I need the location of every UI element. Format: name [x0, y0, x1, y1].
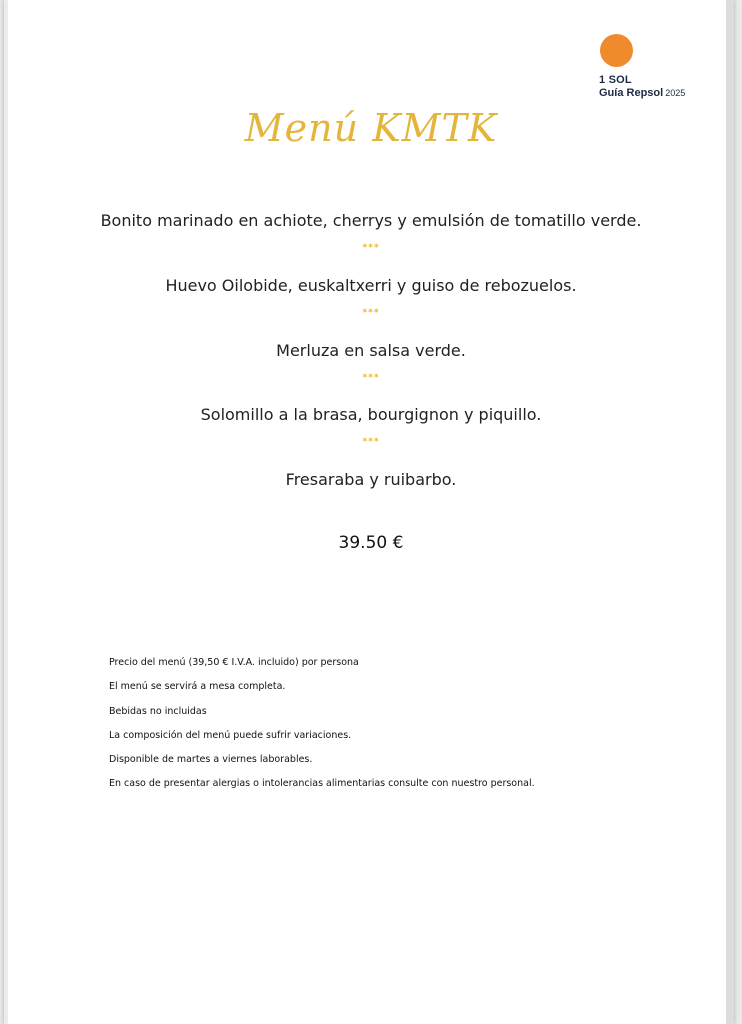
- dish-2: Huevo Oilobide, euskaltxerri y guiso de rebozuelos.: [165, 276, 577, 295]
- dish-5: Fresaraba y ruibarbo.: [285, 470, 457, 489]
- sun-icon: [600, 34, 633, 67]
- menu-price: 39.50 €: [338, 533, 404, 553]
- badge-year: 2025: [665, 88, 686, 98]
- page-left-edge: [4, 0, 8, 1024]
- note-variations: La composición del menú puede sufrir variaciones.: [109, 729, 352, 741]
- page-right-edge: [726, 0, 734, 1024]
- note-availability: Disponible de martes a viernes laborables.: [109, 754, 313, 766]
- dish-4: Solomillo a la brasa, bourgignon y piquillo.: [200, 405, 542, 424]
- note-price: Precio del menú (39,50 € I.V.A. incluido) por persona: [109, 657, 359, 668]
- dish-separator: ***: [362, 243, 380, 253]
- dish-3: Merluza en salsa verde.: [276, 341, 466, 360]
- menu-notes: [109, 656, 535, 802]
- note-drinks: Bebidas no incluidas: [109, 705, 207, 717]
- note-full-table: El menú se servirá a mesa completa.: [109, 681, 286, 693]
- dish-1: Bonito marinado en achiote, cherrys y emulsión de tomatillo verde.: [100, 211, 642, 230]
- menu-title: Menú KMTK: [244, 106, 498, 150]
- dish-separator: ***: [362, 437, 380, 447]
- menu-page: [4, 0, 734, 1024]
- badge-guide-name: [599, 87, 685, 99]
- dish-separator: ***: [362, 373, 380, 383]
- badge-guide-label: Guía Repsol: [599, 87, 664, 99]
- dish-separator: ***: [362, 308, 380, 318]
- note-allergies: En caso de presentar alergias o intolerancias alimentarias consulte con nuestro personal.: [109, 778, 535, 790]
- badge-sol-count: 1 SOL: [599, 74, 632, 86]
